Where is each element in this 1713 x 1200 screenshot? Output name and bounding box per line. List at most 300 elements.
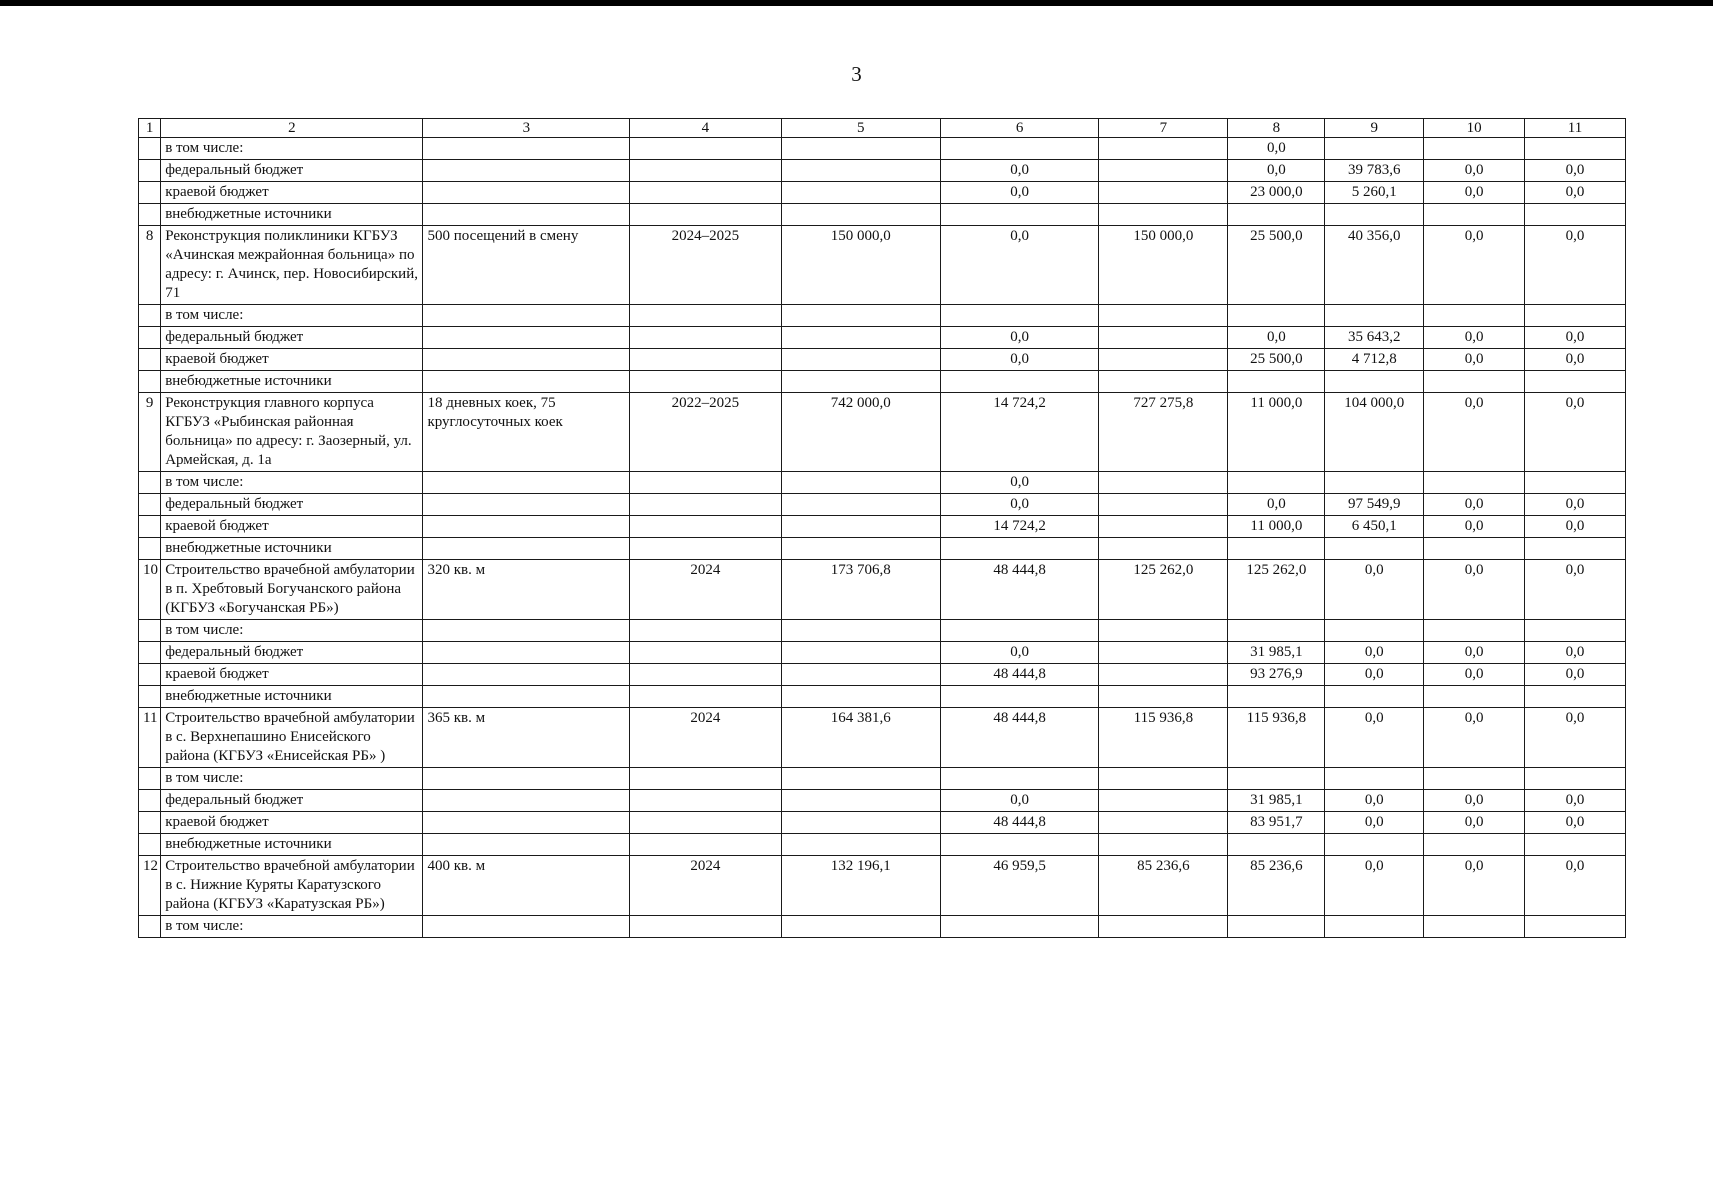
table-cell-col-8: 11 000,0 [1228,393,1325,472]
table-cell-col-8 [1228,472,1325,494]
table-cell-col-11 [1525,472,1626,494]
table-cell-col-3 [423,790,630,812]
table-cell-col-9 [1325,371,1424,393]
table-cell-col-10: 0,0 [1424,349,1525,371]
object-row [139,226,1626,305]
table-cell-col-10 [1424,768,1525,790]
table-cell-col-7 [1099,916,1228,938]
table-cell-col-7 [1099,138,1228,160]
table-cell-col-6: 48 444,8 [940,708,1098,768]
table-cell-col-8: 25 500,0 [1228,349,1325,371]
table-cell-col-7 [1099,182,1228,204]
table-cell-col-1 [139,790,161,812]
table-cell-col-6 [940,768,1098,790]
table-cell-col-1 [139,160,161,182]
table-cell-col-1 [139,642,161,664]
table-cell-col-11: 0,0 [1525,160,1626,182]
table-cell-col-7: 85 236,6 [1099,856,1228,916]
table-cell-col-10: 0,0 [1424,856,1525,916]
table-cell-col-4 [630,642,781,664]
table-cell-col-1 [139,620,161,642]
table-cell-col-6: 0,0 [940,182,1098,204]
table-cell-col-9 [1325,138,1424,160]
table-cell-col-11 [1525,305,1626,327]
table-cell-col-9 [1325,916,1424,938]
table-cell-col-6 [940,371,1098,393]
table-cell-col-11 [1525,204,1626,226]
table-cell-col-9 [1325,834,1424,856]
table-cell-col-6: 48 444,8 [940,560,1098,620]
table-cell-col-4 [630,494,781,516]
table-cell-col-7 [1099,538,1228,560]
table-cell-col-2: краевой бюджет [161,349,423,371]
table-cell-col-3 [423,664,630,686]
table-cell-col-4 [630,138,781,160]
table-cell-col-3 [423,327,630,349]
table-cell-col-1 [139,472,161,494]
table-cell-col-2: краевой бюджет [161,664,423,686]
table-cell-col-1 [139,327,161,349]
table-cell-col-4 [630,812,781,834]
table-cell-col-8: 11 000,0 [1228,516,1325,538]
object-row [139,856,1626,916]
table-cell-col-7 [1099,371,1228,393]
table-cell-col-10: 0,0 [1424,393,1525,472]
table-cell-col-10 [1424,620,1525,642]
table-cell-col-2: в том числе: [161,620,423,642]
table-cell-col-1 [139,686,161,708]
table-cell-col-7 [1099,494,1228,516]
table-cell-col-3 [423,768,630,790]
table-cell-col-10 [1424,138,1525,160]
table-cell-col-4 [630,182,781,204]
table-header-row [139,119,1626,138]
table-cell-col-6: 0,0 [940,226,1098,305]
table-cell-col-5 [781,494,940,516]
table-cell-col-10 [1424,686,1525,708]
table-cell-col-7: 150 000,0 [1099,226,1228,305]
table-cell-col-2: в том числе: [161,916,423,938]
funding-row [139,371,1626,393]
table-cell-col-10 [1424,305,1525,327]
table-cell-col-11: 11 [1525,119,1626,138]
table-cell-col-2: Строительство врачебной амбулатории в п. Хребтовый Богучанского района (КГБУЗ «Богучанская РБ») [161,560,423,620]
table-cell-col-6: 0,0 [940,494,1098,516]
table-cell-col-6: 48 444,8 [940,664,1098,686]
table-cell-col-1 [139,916,161,938]
table-cell-col-3 [423,642,630,664]
table-cell-col-2: внебюджетные источники [161,686,423,708]
table-cell-col-6: 0,0 [940,349,1098,371]
table-cell-col-11: 0,0 [1525,812,1626,834]
table-cell-col-9 [1325,620,1424,642]
table-cell-col-11: 0,0 [1525,856,1626,916]
table-cell-col-8: 83 951,7 [1228,812,1325,834]
table-cell-col-4: 2024 [630,708,781,768]
table-cell-col-4 [630,790,781,812]
table-cell-col-11: 0,0 [1525,349,1626,371]
table-cell-col-4: 4 [630,119,781,138]
table-cell-col-5 [781,371,940,393]
funding-row [139,327,1626,349]
table-cell-col-10: 0,0 [1424,226,1525,305]
table-cell-col-8: 115 936,8 [1228,708,1325,768]
table-cell-col-11: 0,0 [1525,560,1626,620]
funding-row [139,916,1626,938]
table-cell-col-9: 0,0 [1325,708,1424,768]
table-cell-col-1 [139,768,161,790]
table-cell-col-4 [630,371,781,393]
table-cell-col-8: 8 [1228,119,1325,138]
table-cell-col-5: 164 381,6 [781,708,940,768]
table-cell-col-9 [1325,768,1424,790]
table-cell-col-4 [630,305,781,327]
table-cell-col-2: Реконструкция поликлиники КГБУЗ «Ачинская межрайонная больница» по адресу: г. Ачинск, пер. Новосибирский, 71 [161,226,423,305]
table-cell-col-9: 40 356,0 [1325,226,1424,305]
table-cell-col-10: 0,0 [1424,160,1525,182]
table-cell-col-7 [1099,620,1228,642]
table-cell-col-3 [423,686,630,708]
funding-row [139,686,1626,708]
table-cell-col-7 [1099,204,1228,226]
table-cell-col-5 [781,834,940,856]
table-cell-col-7: 115 936,8 [1099,708,1228,768]
table-cell-col-11: 0,0 [1525,226,1626,305]
table-cell-col-5 [781,327,940,349]
table-cell-col-8: 25 500,0 [1228,226,1325,305]
table-cell-col-8: 0,0 [1228,160,1325,182]
table-cell-col-3: 365 кв. м [423,708,630,768]
table-cell-col-2: Строительство врачебной амбулатории в с. Нижние Куряты Каратузского района (КГБУЗ «Каратузская РБ») [161,856,423,916]
object-row [139,393,1626,472]
table-cell-col-2: федеральный бюджет [161,160,423,182]
table-cell-col-4 [630,204,781,226]
table-cell-col-5 [781,182,940,204]
table-cell-col-9: 0,0 [1325,642,1424,664]
table-cell-col-5 [781,768,940,790]
table-cell-col-5: 742 000,0 [781,393,940,472]
table-cell-col-9: 0,0 [1325,856,1424,916]
table-cell-col-11 [1525,371,1626,393]
table-cell-col-5 [781,812,940,834]
funding-row [139,472,1626,494]
table-cell-col-1 [139,516,161,538]
table-cell-col-2: 2 [161,119,423,138]
table-cell-col-10: 0,0 [1424,182,1525,204]
table-cell-col-2: внебюджетные источники [161,371,423,393]
table-cell-col-7: 727 275,8 [1099,393,1228,472]
table-cell-col-5 [781,160,940,182]
table-cell-col-10: 0,0 [1424,664,1525,686]
funding-row [139,160,1626,182]
object-row [139,560,1626,620]
table-cell-col-11: 0,0 [1525,327,1626,349]
table-cell-col-6: 0,0 [940,790,1098,812]
table-cell-col-7 [1099,305,1228,327]
table-cell-col-7: 125 262,0 [1099,560,1228,620]
funding-row [139,834,1626,856]
table-cell-col-9 [1325,686,1424,708]
table-cell-col-11: 0,0 [1525,393,1626,472]
table-cell-col-4 [630,834,781,856]
table-cell-col-2: в том числе: [161,472,423,494]
table-cell-col-2: Реконструкция главного корпуса КГБУЗ «Рыбинская районная больница» по адресу: г. Заозерный, ул. Армейская, д. 1а [161,393,423,472]
table-cell-col-8: 93 276,9 [1228,664,1325,686]
table-cell-col-8 [1228,768,1325,790]
table-cell-col-3 [423,516,630,538]
table-cell-col-1 [139,494,161,516]
table-cell-col-6: 0,0 [940,642,1098,664]
table-cell-col-7 [1099,349,1228,371]
funding-row [139,664,1626,686]
table-cell-col-7: 7 [1099,119,1228,138]
budget-table [138,118,1626,938]
table-cell-col-10 [1424,472,1525,494]
table-cell-col-5 [781,664,940,686]
table-cell-col-4: 2024 [630,856,781,916]
table-cell-col-11: 0,0 [1525,516,1626,538]
table-cell-col-5 [781,916,940,938]
table-cell-col-5 [781,349,940,371]
table-cell-col-6 [940,305,1098,327]
table-cell-col-8: 0,0 [1228,494,1325,516]
table-cell-col-10: 0,0 [1424,516,1525,538]
table-cell-col-7 [1099,160,1228,182]
funding-row [139,494,1626,516]
table-cell-col-7 [1099,472,1228,494]
table-cell-col-9: 0,0 [1325,664,1424,686]
table-cell-col-11 [1525,916,1626,938]
table-cell-col-8: 85 236,6 [1228,856,1325,916]
table-cell-col-6 [940,686,1098,708]
table-cell-col-8 [1228,204,1325,226]
table-cell-col-6: 14 724,2 [940,393,1098,472]
table-cell-col-1: 11 [139,708,161,768]
table-cell-col-8: 0,0 [1228,327,1325,349]
table-cell-col-4 [630,538,781,560]
table-cell-col-9: 35 643,2 [1325,327,1424,349]
table-cell-col-6 [940,834,1098,856]
table-cell-col-2: внебюджетные источники [161,204,423,226]
table-cell-col-4 [630,516,781,538]
table-cell-col-9: 4 712,8 [1325,349,1424,371]
table-cell-col-1 [139,182,161,204]
funding-row [139,812,1626,834]
table-cell-col-5 [781,516,940,538]
table-cell-col-4 [630,916,781,938]
table-cell-col-2: федеральный бюджет [161,494,423,516]
table-cell-col-10: 0,0 [1424,494,1525,516]
table-cell-col-1 [139,349,161,371]
table-cell-col-1 [139,204,161,226]
table-cell-col-6 [940,916,1098,938]
table-cell-col-10: 0,0 [1424,812,1525,834]
funding-row [139,642,1626,664]
table-cell-col-8 [1228,371,1325,393]
table-cell-col-8 [1228,686,1325,708]
table-cell-col-6 [940,138,1098,160]
table-cell-col-3 [423,916,630,938]
table-cell-col-3 [423,494,630,516]
table-cell-col-5 [781,204,940,226]
table-cell-col-5 [781,472,940,494]
table-cell-col-11: 0,0 [1525,182,1626,204]
funding-row [139,182,1626,204]
table-cell-col-11: 0,0 [1525,494,1626,516]
table-cell-col-1 [139,538,161,560]
table-cell-col-9: 0,0 [1325,790,1424,812]
table-cell-col-1 [139,834,161,856]
table-cell-col-2: в том числе: [161,768,423,790]
table-cell-col-8: 0,0 [1228,138,1325,160]
funding-row [139,138,1626,160]
table-cell-col-4 [630,664,781,686]
table-cell-col-3 [423,538,630,560]
table-cell-col-9 [1325,472,1424,494]
table-cell-col-2: краевой бюджет [161,516,423,538]
table-cell-col-7 [1099,642,1228,664]
table-cell-col-3 [423,182,630,204]
table-cell-col-5 [781,138,940,160]
table-cell-col-8 [1228,538,1325,560]
table-cell-col-2: в том числе: [161,138,423,160]
table-cell-col-7 [1099,790,1228,812]
table-cell-col-6 [940,620,1098,642]
table-cell-col-1 [139,305,161,327]
table-cell-col-3 [423,138,630,160]
table-cell-col-4: 2024 [630,560,781,620]
table-cell-col-8: 125 262,0 [1228,560,1325,620]
table-cell-col-11 [1525,686,1626,708]
table-cell-col-4 [630,160,781,182]
scan-top-border [0,0,1713,6]
table-cell-col-4 [630,349,781,371]
funding-row [139,768,1626,790]
funding-row [139,204,1626,226]
funding-row [139,349,1626,371]
table-cell-col-8: 23 000,0 [1228,182,1325,204]
table-cell-col-6: 14 724,2 [940,516,1098,538]
table-cell-col-10: 0,0 [1424,560,1525,620]
table-cell-col-6: 0,0 [940,327,1098,349]
table-cell-col-1: 1 [139,119,161,138]
table-cell-col-1: 9 [139,393,161,472]
table-cell-col-8 [1228,916,1325,938]
table-cell-col-11 [1525,538,1626,560]
table-cell-col-3 [423,160,630,182]
table-cell-col-10 [1424,538,1525,560]
table-cell-col-9 [1325,305,1424,327]
table-cell-col-9: 97 549,9 [1325,494,1424,516]
table-cell-col-3: 18 дневных коек, 75 круглосуточных коек [423,393,630,472]
table-cell-col-2: краевой бюджет [161,182,423,204]
table-cell-col-10: 10 [1424,119,1525,138]
table-cell-col-6: 6 [940,119,1098,138]
table-cell-col-9: 0,0 [1325,560,1424,620]
table-cell-col-6: 46 959,5 [940,856,1098,916]
table-cell-col-1: 12 [139,856,161,916]
table-cell-col-1 [139,371,161,393]
table-cell-col-4: 2022–2025 [630,393,781,472]
table-cell-col-5 [781,305,940,327]
table-cell-col-5: 150 000,0 [781,226,940,305]
table-cell-col-10: 0,0 [1424,327,1525,349]
table-cell-col-8 [1228,620,1325,642]
table-cell-col-6 [940,204,1098,226]
table-cell-col-10: 0,0 [1424,708,1525,768]
table-cell-col-3 [423,371,630,393]
table-cell-col-2: краевой бюджет [161,812,423,834]
table-cell-col-7 [1099,327,1228,349]
table-cell-col-9: 39 783,6 [1325,160,1424,182]
table-cell-col-10 [1424,204,1525,226]
table-cell-col-11 [1525,768,1626,790]
table-cell-col-2: внебюджетные источники [161,538,423,560]
page-number: 3 [851,62,862,86]
table-cell-col-11 [1525,620,1626,642]
table-cell-col-3: 320 кв. м [423,560,630,620]
table-cell-col-3 [423,349,630,371]
table-cell-col-11: 0,0 [1525,642,1626,664]
table-cell-col-6: 0,0 [940,472,1098,494]
table-cell-col-9 [1325,538,1424,560]
table-cell-col-10 [1424,916,1525,938]
table-cell-col-7 [1099,686,1228,708]
table-cell-col-5 [781,642,940,664]
table-cell-col-7 [1099,664,1228,686]
funding-row [139,305,1626,327]
funding-row [139,790,1626,812]
table-cell-col-1 [139,812,161,834]
table-cell-col-4 [630,620,781,642]
table-cell-col-1 [139,138,161,160]
table-cell-col-1: 10 [139,560,161,620]
table-cell-col-2: внебюджетные источники [161,834,423,856]
table-cell-col-5 [781,620,940,642]
table-cell-col-11: 0,0 [1525,664,1626,686]
table-cell-col-10 [1424,834,1525,856]
table-cell-col-4 [630,686,781,708]
table-cell-col-10: 0,0 [1424,790,1525,812]
table-cell-col-2: в том числе: [161,305,423,327]
table-cell-col-1 [139,664,161,686]
table-cell-col-5 [781,538,940,560]
table-cell-col-9: 0,0 [1325,812,1424,834]
table-cell-col-4 [630,768,781,790]
table-cell-col-4 [630,327,781,349]
table-cell-col-8: 31 985,1 [1228,642,1325,664]
table-cell-col-3 [423,472,630,494]
table-cell-col-4: 2024–2025 [630,226,781,305]
table-cell-col-6 [940,538,1098,560]
table-cell-col-7 [1099,516,1228,538]
table-cell-col-11 [1525,138,1626,160]
table-cell-col-3 [423,204,630,226]
table-cell-col-3 [423,620,630,642]
table-cell-col-2: Строительство врачебной амбулатории в с. Верхнепашино Енисейского района (КГБУЗ «Енисейская РБ» ) [161,708,423,768]
table-cell-col-9: 5 260,1 [1325,182,1424,204]
table-cell-col-3: 3 [423,119,630,138]
funding-row [139,620,1626,642]
table-cell-col-7 [1099,768,1228,790]
table-cell-col-8: 31 985,1 [1228,790,1325,812]
funding-row [139,538,1626,560]
table-cell-col-5: 5 [781,119,940,138]
table-cell-col-7 [1099,834,1228,856]
table-cell-col-2: федеральный бюджет [161,327,423,349]
table-cell-col-5 [781,790,940,812]
table-cell-col-9: 9 [1325,119,1424,138]
